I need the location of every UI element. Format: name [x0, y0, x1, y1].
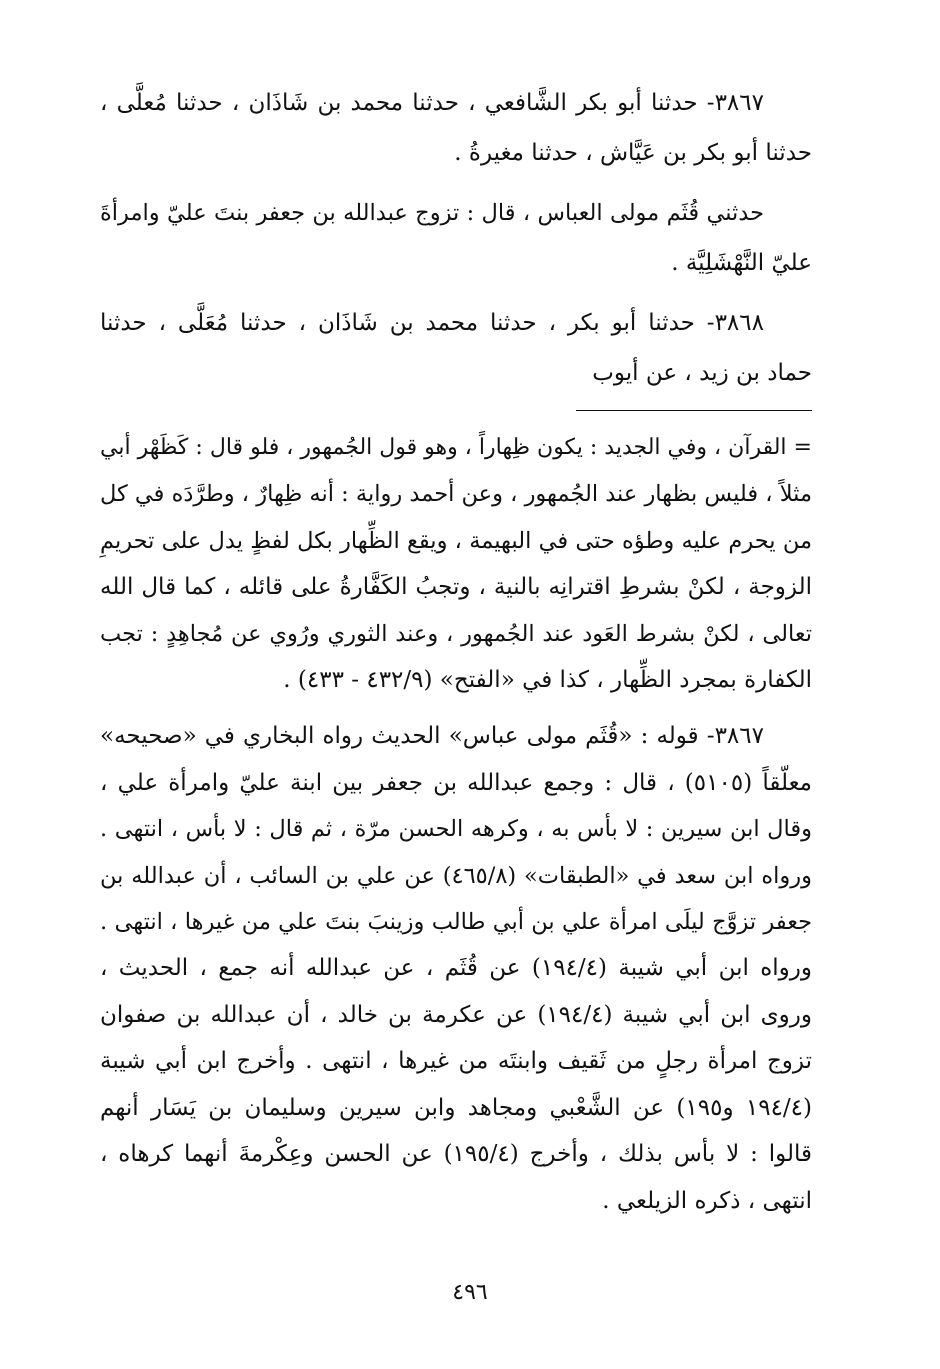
text-line: وقال ابن سيرين : لا بأس به ، وكرهه الحسن مرّة ، ثم قال : لا بأس ، انتهى .	[100, 816, 812, 843]
text-line: حدثني قُثَم مولى العباس ، قال : تزوج عبدالله بن جعفر بنتَ عليّ وامرأةَ	[100, 200, 764, 226]
text-line: تزوج امرأة رجلٍ من ثَقيف وابنتَه من غيرها ، انتهى . وأخرج ابن أبي شيبة	[100, 1048, 812, 1075]
hadith-3867-text	[100, 188, 812, 288]
text-line: معلّقاً (٥١٠٥) ، قال : وجمع عبدالله بن جعفر بين ابنة عليّ وامرأة علي ،	[100, 769, 812, 796]
text-line: ٣٨٦٨- حدثنا أبو بكر ، حدثنا محمد بن شَاذَان ، حدثنا مُعَلَّى ، حدثنا	[100, 310, 764, 336]
text-line: حماد بن زيد ، عن أيوب	[592, 360, 812, 386]
text-line: من يحرم عليه وطؤه حتى في البهيمة ، ويقع الظِّهار بكل لفظٍ يدل على تحريمِ	[100, 527, 812, 554]
text-line: مثلاً ، فليس بظهار عند الجُمهور ، وعن أحمد رواية : أنه ظِهارٌ ، وطرَّدَه في كل	[100, 481, 812, 508]
footnote-continuation	[100, 425, 812, 703]
text-line: ٣٨٦٧- قوله : «قُثَم مولى عباس» الحديث رواه البخاري في «صحيحه»	[100, 723, 764, 750]
text-line: الكفارة بمجرد الظِّهار ، كذا في «الفتح» (٤٣٢/٩ - ٤٣٣) .	[283, 667, 812, 694]
text-line: (١٩٤/٤ و١٩٥) عن الشَّعْبي ومجاهد وابن سيرين وسليمان بن يَسَار أنهم	[100, 1094, 813, 1121]
text-line: وروى ابن أبي شيبة (١٩٤/٤) عن عكرمة بن خالد ، أن عبدالله بن صفوان	[100, 1001, 812, 1028]
footnote-divider	[576, 410, 812, 411]
text-line: ٣٨٦٧- حدثنا أبو بكر الشَّافعي ، حدثنا محمد بن شَاذَان ، حدثنا مُعلَّى ،	[100, 90, 764, 116]
footnote-3867	[100, 713, 812, 1223]
text-line: ورواه ابن أبي شيبة (١٩٤/٤) عن قُثَم ، عن عبدالله أنه جمع ، الحديث ،	[100, 955, 812, 982]
text-line: انتهى ، ذكره الزيلعي .	[602, 1187, 812, 1214]
hadith-3868-chain	[100, 298, 812, 398]
text-line: الزوجة ، لكنْ بشرطِ اقترانِه بالنية ، وتجبُ الكَفَّارةُ على قائله ، كما قال الله	[100, 574, 812, 601]
text-line: عليّ النَّهْشَلِيَّة .	[671, 250, 812, 276]
text-line: جعفر تزوَّج ليلَى امرأة علي بن أبي طالب وزينبَ بنتَ علي من غيرها ، انتهى .	[100, 909, 812, 936]
text-line: قالوا : لا بأس بذلك ، وأخرج (١٩٥/٤) عن الحسن وعِكْرمةَ أنهما كرهاه ،	[100, 1141, 812, 1168]
hadith-3867-chain	[100, 78, 812, 178]
text-line: ورواه ابن سعد في «الطبقات» (٤٦٥/٨) عن علي بن السائب ، أن عبدالله بن	[100, 862, 812, 889]
page-body	[100, 78, 812, 1224]
text-line: = القرآن ، وفي الجديد : يكون ظِهاراً ، وهو قول الجُمهور ، فلو قال : كَظَهْر أبي	[100, 435, 812, 460]
page-number: ٤٩٦	[452, 1280, 488, 1305]
text-line: تعالى ، لكنْ بشرط العَود عند الجُمهور ، وعند الثوري ورُوي عن مُجاهِدٍ : تجب	[100, 620, 812, 647]
text-line: حدثنا أبو بكر بن عَيَّاش ، حدثنا مغيرةُ .	[454, 140, 812, 166]
